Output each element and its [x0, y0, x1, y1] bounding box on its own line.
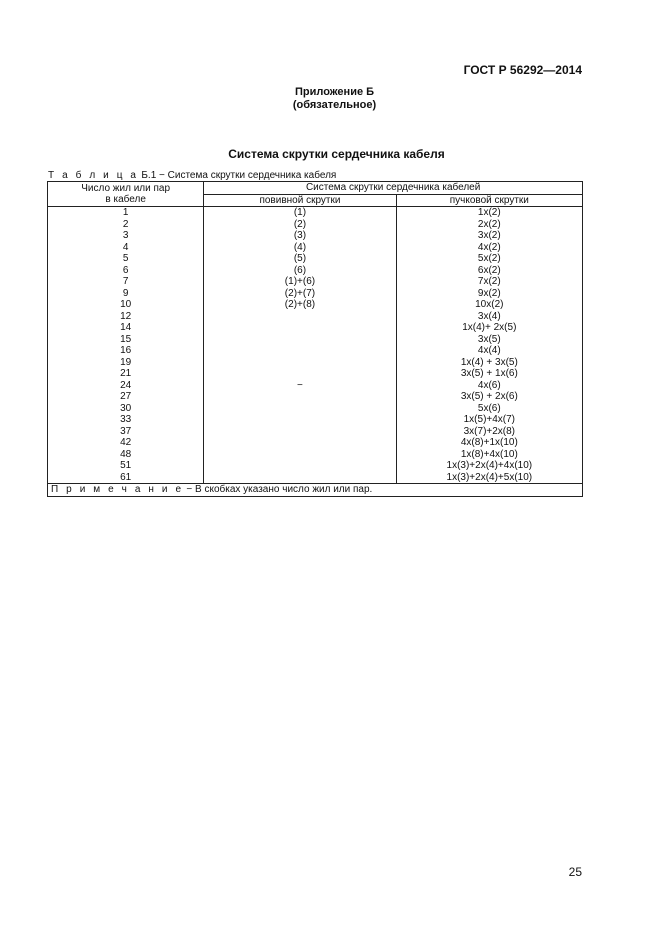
cell-conductor-count: 42 — [48, 437, 204, 449]
cell-layer-stranding — [204, 449, 396, 461]
cell-layer-stranding — [204, 334, 396, 346]
table-row — [48, 357, 583, 369]
table-row — [48, 242, 583, 254]
table-row — [48, 219, 583, 231]
cell-conductor-count: 1 — [48, 207, 204, 219]
header-stranding-system: Система скрутки сердечника кабелей — [204, 182, 583, 195]
cell-layer-stranding: (2)+(8) — [204, 299, 396, 311]
table-row — [48, 288, 583, 300]
cell-layer-stranding: (6) — [204, 265, 396, 277]
table-caption-prefix: Т а б л и ц а — [48, 170, 139, 181]
cell-bundle-stranding: 2x(2) — [396, 219, 582, 231]
cell-layer-stranding — [204, 426, 396, 438]
cell-conductor-count: 4 — [48, 242, 204, 254]
cell-bundle-stranding: 5x(2) — [396, 253, 582, 265]
cell-layer-stranding: − — [204, 380, 396, 392]
cell-layer-stranding — [204, 460, 396, 472]
table-row — [48, 460, 583, 472]
table-caption — [48, 170, 336, 181]
table-row — [48, 253, 583, 265]
cell-layer-stranding: (3) — [204, 230, 396, 242]
table-row — [48, 265, 583, 277]
cell-conductor-count: 3 — [48, 230, 204, 242]
cell-conductor-count: 51 — [48, 460, 204, 472]
cell-layer-stranding — [204, 357, 396, 369]
table-body — [48, 207, 583, 484]
cell-bundle-stranding: 3x(5) + 1x(6) — [396, 368, 582, 380]
cell-bundle-stranding: 1x(3)+2x(4)+5x(10) — [396, 472, 582, 484]
table-row — [48, 276, 583, 288]
table-row — [48, 414, 583, 426]
cell-bundle-stranding: 7x(2) — [396, 276, 582, 288]
document-id: ГОСТ Р 56292—2014 — [463, 63, 582, 77]
cell-conductor-count: 48 — [48, 449, 204, 461]
cell-bundle-stranding: 4x(6) — [396, 380, 582, 392]
cell-bundle-stranding: 1x(3)+2x(4)+4x(10) — [396, 460, 582, 472]
cell-bundle-stranding: 3x(7)+2x(8) — [396, 426, 582, 438]
cell-bundle-stranding: 1x(8)+4x(10) — [396, 449, 582, 461]
table-row — [48, 368, 583, 380]
cell-conductor-count: 10 — [48, 299, 204, 311]
table-row — [48, 437, 583, 449]
cell-bundle-stranding: 10x(2) — [396, 299, 582, 311]
cell-bundle-stranding: 1x(2) — [396, 207, 582, 219]
cell-conductor-count: 12 — [48, 311, 204, 323]
cell-layer-stranding: (4) — [204, 242, 396, 254]
cell-layer-stranding — [204, 472, 396, 484]
cell-bundle-stranding: 4x(2) — [396, 242, 582, 254]
stranding-table — [47, 181, 583, 497]
table-row — [48, 322, 583, 334]
header-layer-stranding: повивной скрутки — [204, 194, 396, 207]
table-row — [48, 311, 583, 323]
cell-conductor-count: 5 — [48, 253, 204, 265]
page-number: 25 — [568, 865, 582, 879]
cell-layer-stranding — [204, 403, 396, 415]
cell-bundle-stranding: 3x(5) + 2x(6) — [396, 391, 582, 403]
table-row — [48, 449, 583, 461]
table-row — [48, 345, 583, 357]
table-row — [48, 380, 583, 392]
table-row — [48, 207, 583, 219]
table-row — [48, 391, 583, 403]
table-row — [48, 230, 583, 242]
cell-bundle-stranding: 3x(4) — [396, 311, 582, 323]
cell-layer-stranding — [204, 368, 396, 380]
cell-conductor-count: 21 — [48, 368, 204, 380]
table-caption-text: Б.1 − Система скрутки сердечника кабеля — [138, 170, 337, 181]
header-conductor-count — [48, 182, 204, 207]
cell-layer-stranding: (5) — [204, 253, 396, 265]
annex-title: Приложение Б — [294, 86, 375, 98]
table-row — [48, 426, 583, 438]
header-conductor-count-line2: в кабеле — [105, 194, 146, 205]
cell-bundle-stranding: 5x(6) — [396, 403, 582, 415]
table-row — [48, 403, 583, 415]
cell-conductor-count: 61 — [48, 472, 204, 484]
cell-layer-stranding — [204, 437, 396, 449]
cell-conductor-count: 9 — [48, 288, 204, 300]
cell-bundle-stranding: 9x(2) — [396, 288, 582, 300]
cell-conductor-count: 16 — [48, 345, 204, 357]
cell-bundle-stranding: 1x(4)+ 2x(5) — [396, 322, 582, 334]
cell-layer-stranding — [204, 311, 396, 323]
cell-conductor-count: 14 — [48, 322, 204, 334]
section-title: Система скрутки сердечника кабеля — [228, 147, 445, 161]
table-note — [48, 484, 583, 497]
cell-conductor-count: 33 — [48, 414, 204, 426]
table-row — [48, 299, 583, 311]
cell-bundle-stranding: 1x(5)+4x(7) — [396, 414, 582, 426]
cell-conductor-count: 2 — [48, 219, 204, 231]
cell-layer-stranding — [204, 322, 396, 334]
cell-layer-stranding — [204, 414, 396, 426]
cell-bundle-stranding: 6x(2) — [396, 265, 582, 277]
cell-conductor-count: 24 — [48, 380, 204, 392]
cell-layer-stranding — [204, 345, 396, 357]
table-row — [48, 334, 583, 346]
cell-conductor-count: 30 — [48, 403, 204, 415]
header-bundle-stranding: пучковой скрутки — [396, 194, 582, 207]
table-row — [48, 472, 583, 484]
cell-layer-stranding — [204, 391, 396, 403]
header-conductor-count-line1: Число жил или пар — [81, 182, 171, 194]
cell-conductor-count: 19 — [48, 357, 204, 369]
annex-status: (обязательное) — [292, 99, 377, 111]
cell-bundle-stranding: 3x(5) — [396, 334, 582, 346]
cell-layer-stranding: (1) — [204, 207, 396, 219]
cell-conductor-count: 7 — [48, 276, 204, 288]
annex-heading — [0, 86, 661, 112]
cell-bundle-stranding: 1x(4) + 3x(5) — [396, 357, 582, 369]
cell-layer-stranding: (2)+(7) — [204, 288, 396, 300]
cell-bundle-stranding: 4x(4) — [396, 345, 582, 357]
table-note-text: − В скобках указано число жил или пар. — [183, 484, 373, 495]
cell-bundle-stranding: 4x(8)+1x(10) — [396, 437, 582, 449]
cell-conductor-count: 37 — [48, 426, 204, 438]
cell-layer-stranding: (1)+(6) — [204, 276, 396, 288]
cell-conductor-count: 6 — [48, 265, 204, 277]
cell-conductor-count: 15 — [48, 334, 204, 346]
cell-layer-stranding: (2) — [204, 219, 396, 231]
cell-bundle-stranding: 3x(2) — [396, 230, 582, 242]
table-note-prefix: П р и м е ч а н и е — [51, 484, 184, 495]
cell-conductor-count: 27 — [48, 391, 204, 403]
